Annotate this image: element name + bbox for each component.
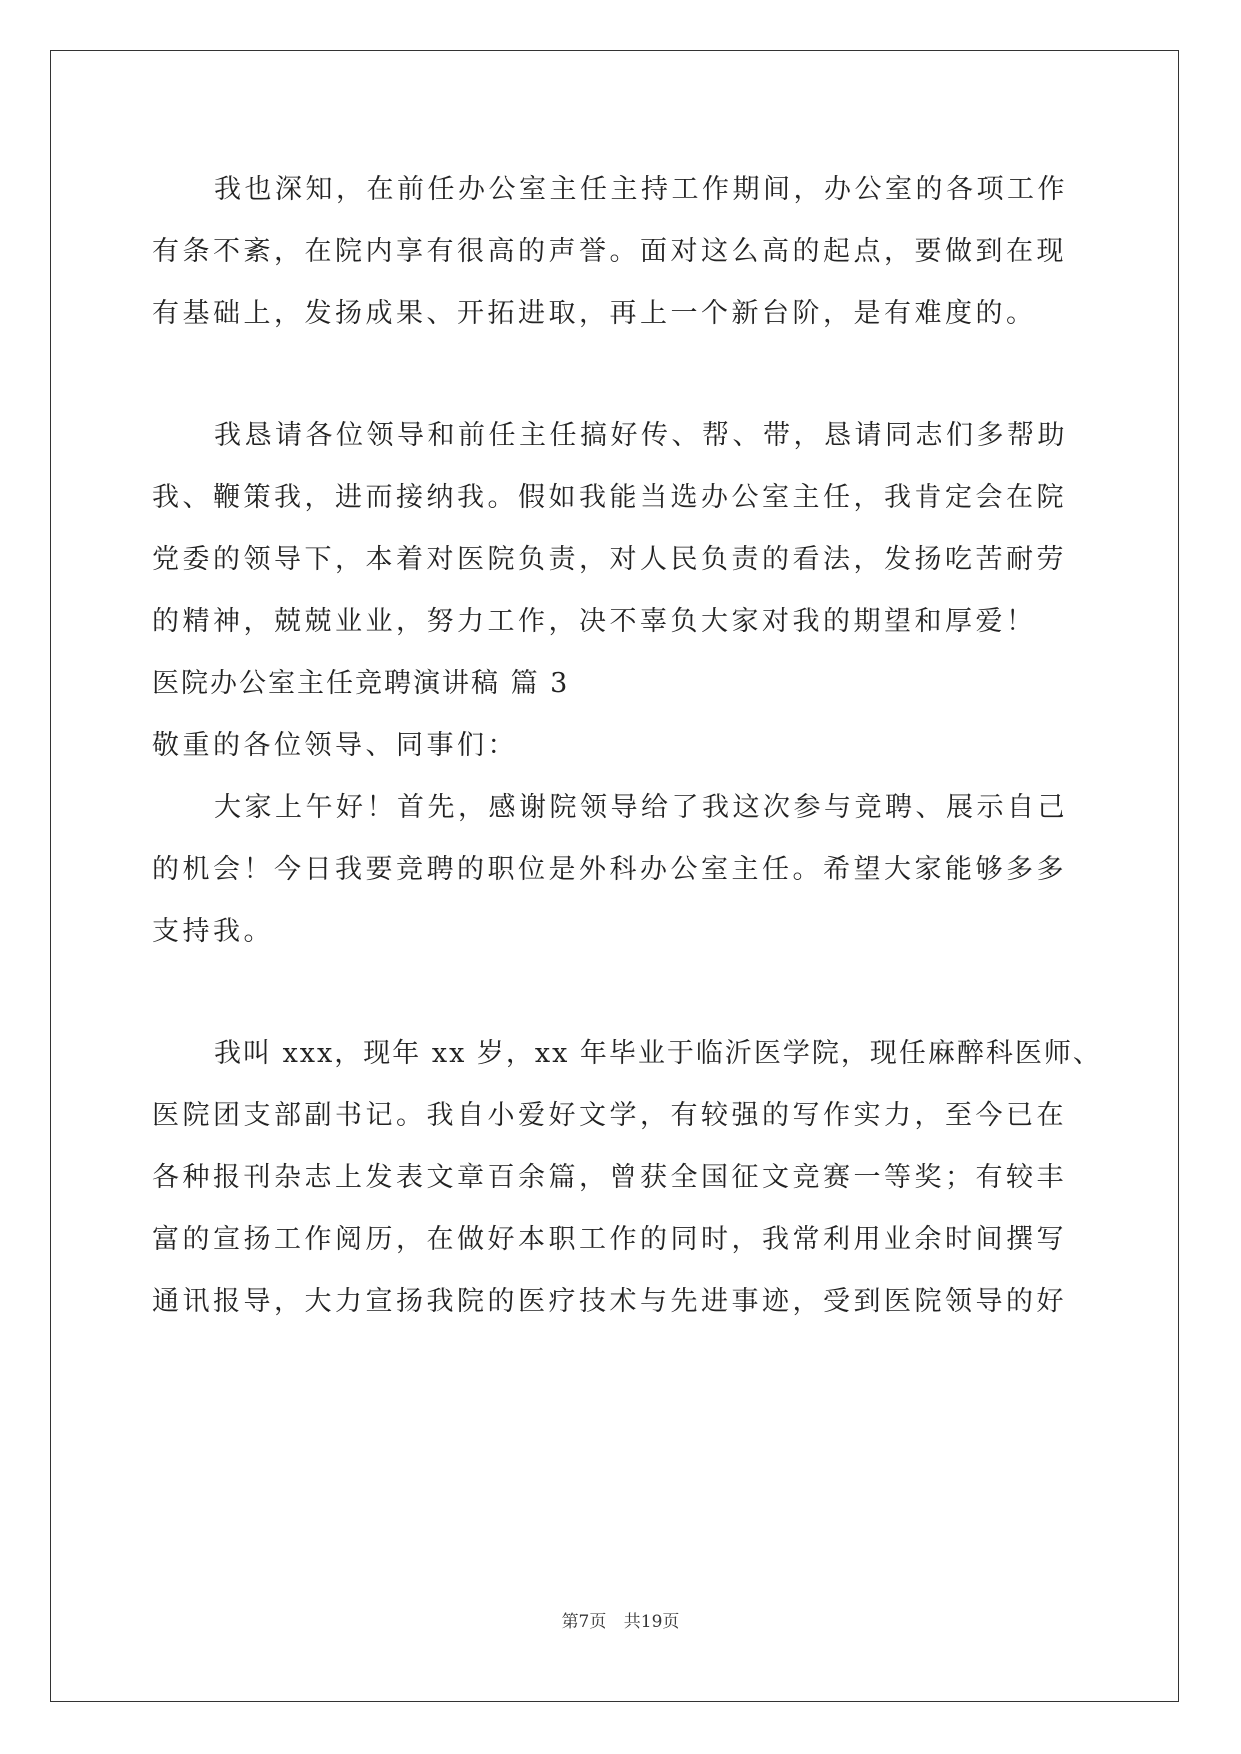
section-heading: 医院办公室主任竞聘演讲稿 篇 3 [152,668,570,699]
text-line: 我叫 xxx，现年 xx 岁，xx 年毕业于临沂医学院，现任麻醉科医师、 [214,1038,1102,1069]
text-line: 的精神，兢兢业业，努力工作，决不辜负大家对我的期望和厚爱！ [152,606,1037,637]
text-line: 医院团支部副书记。我自小爱好文学，有较强的写作实力，至今已在 [152,1100,1067,1131]
text-line: 各种报刊杂志上发表文章百余篇，曾获全国征文竞赛一等奖；有较丰 [152,1162,1067,1193]
text-line: 通讯报导，大力宣扬我院的医疗技术与先进事迹，受到医院领导的好 [152,1286,1067,1317]
text-line: 我也深知，在前任办公室主任主持工作期间，办公室的各项工作 [214,174,1068,205]
salutation: 敬重的各位领导、同事们： [152,730,518,761]
text-line: 支持我。 [152,916,274,947]
text-line: 我恳请各位领导和前任主任搞好传、帮、带，恳请同志们多帮助 [214,420,1068,451]
text-line: 我、鞭策我，进而接纳我。假如我能当选办公室主任，我肯定会在院 [152,482,1067,513]
text-line: 大家上午好！首先，感谢院领导给了我这次参与竞聘、展示自己 [214,792,1068,823]
text-line: 有基础上，发扬成果、开拓进取，再上一个新台阶，是有难度的。 [152,298,1037,329]
text-line: 党委的领导下，本着对医院负责，对人民负责的看法，发扬吃苦耐劳 [152,544,1067,575]
text-line: 的机会！今日我要竞聘的职位是外科办公室主任。希望大家能够多多 [152,854,1067,885]
text-line: 有条不紊，在院内享有很高的声誉。面对这么高的起点，要做到在现 [152,236,1067,267]
text-line: 富的宣扬工作阅历，在做好本职工作的同时，我常利用业余时间撰写 [152,1224,1067,1255]
page-number: 第7页 [561,1612,607,1632]
page-total: 共19页 [623,1612,680,1632]
page-footer [0,1607,1241,1632]
